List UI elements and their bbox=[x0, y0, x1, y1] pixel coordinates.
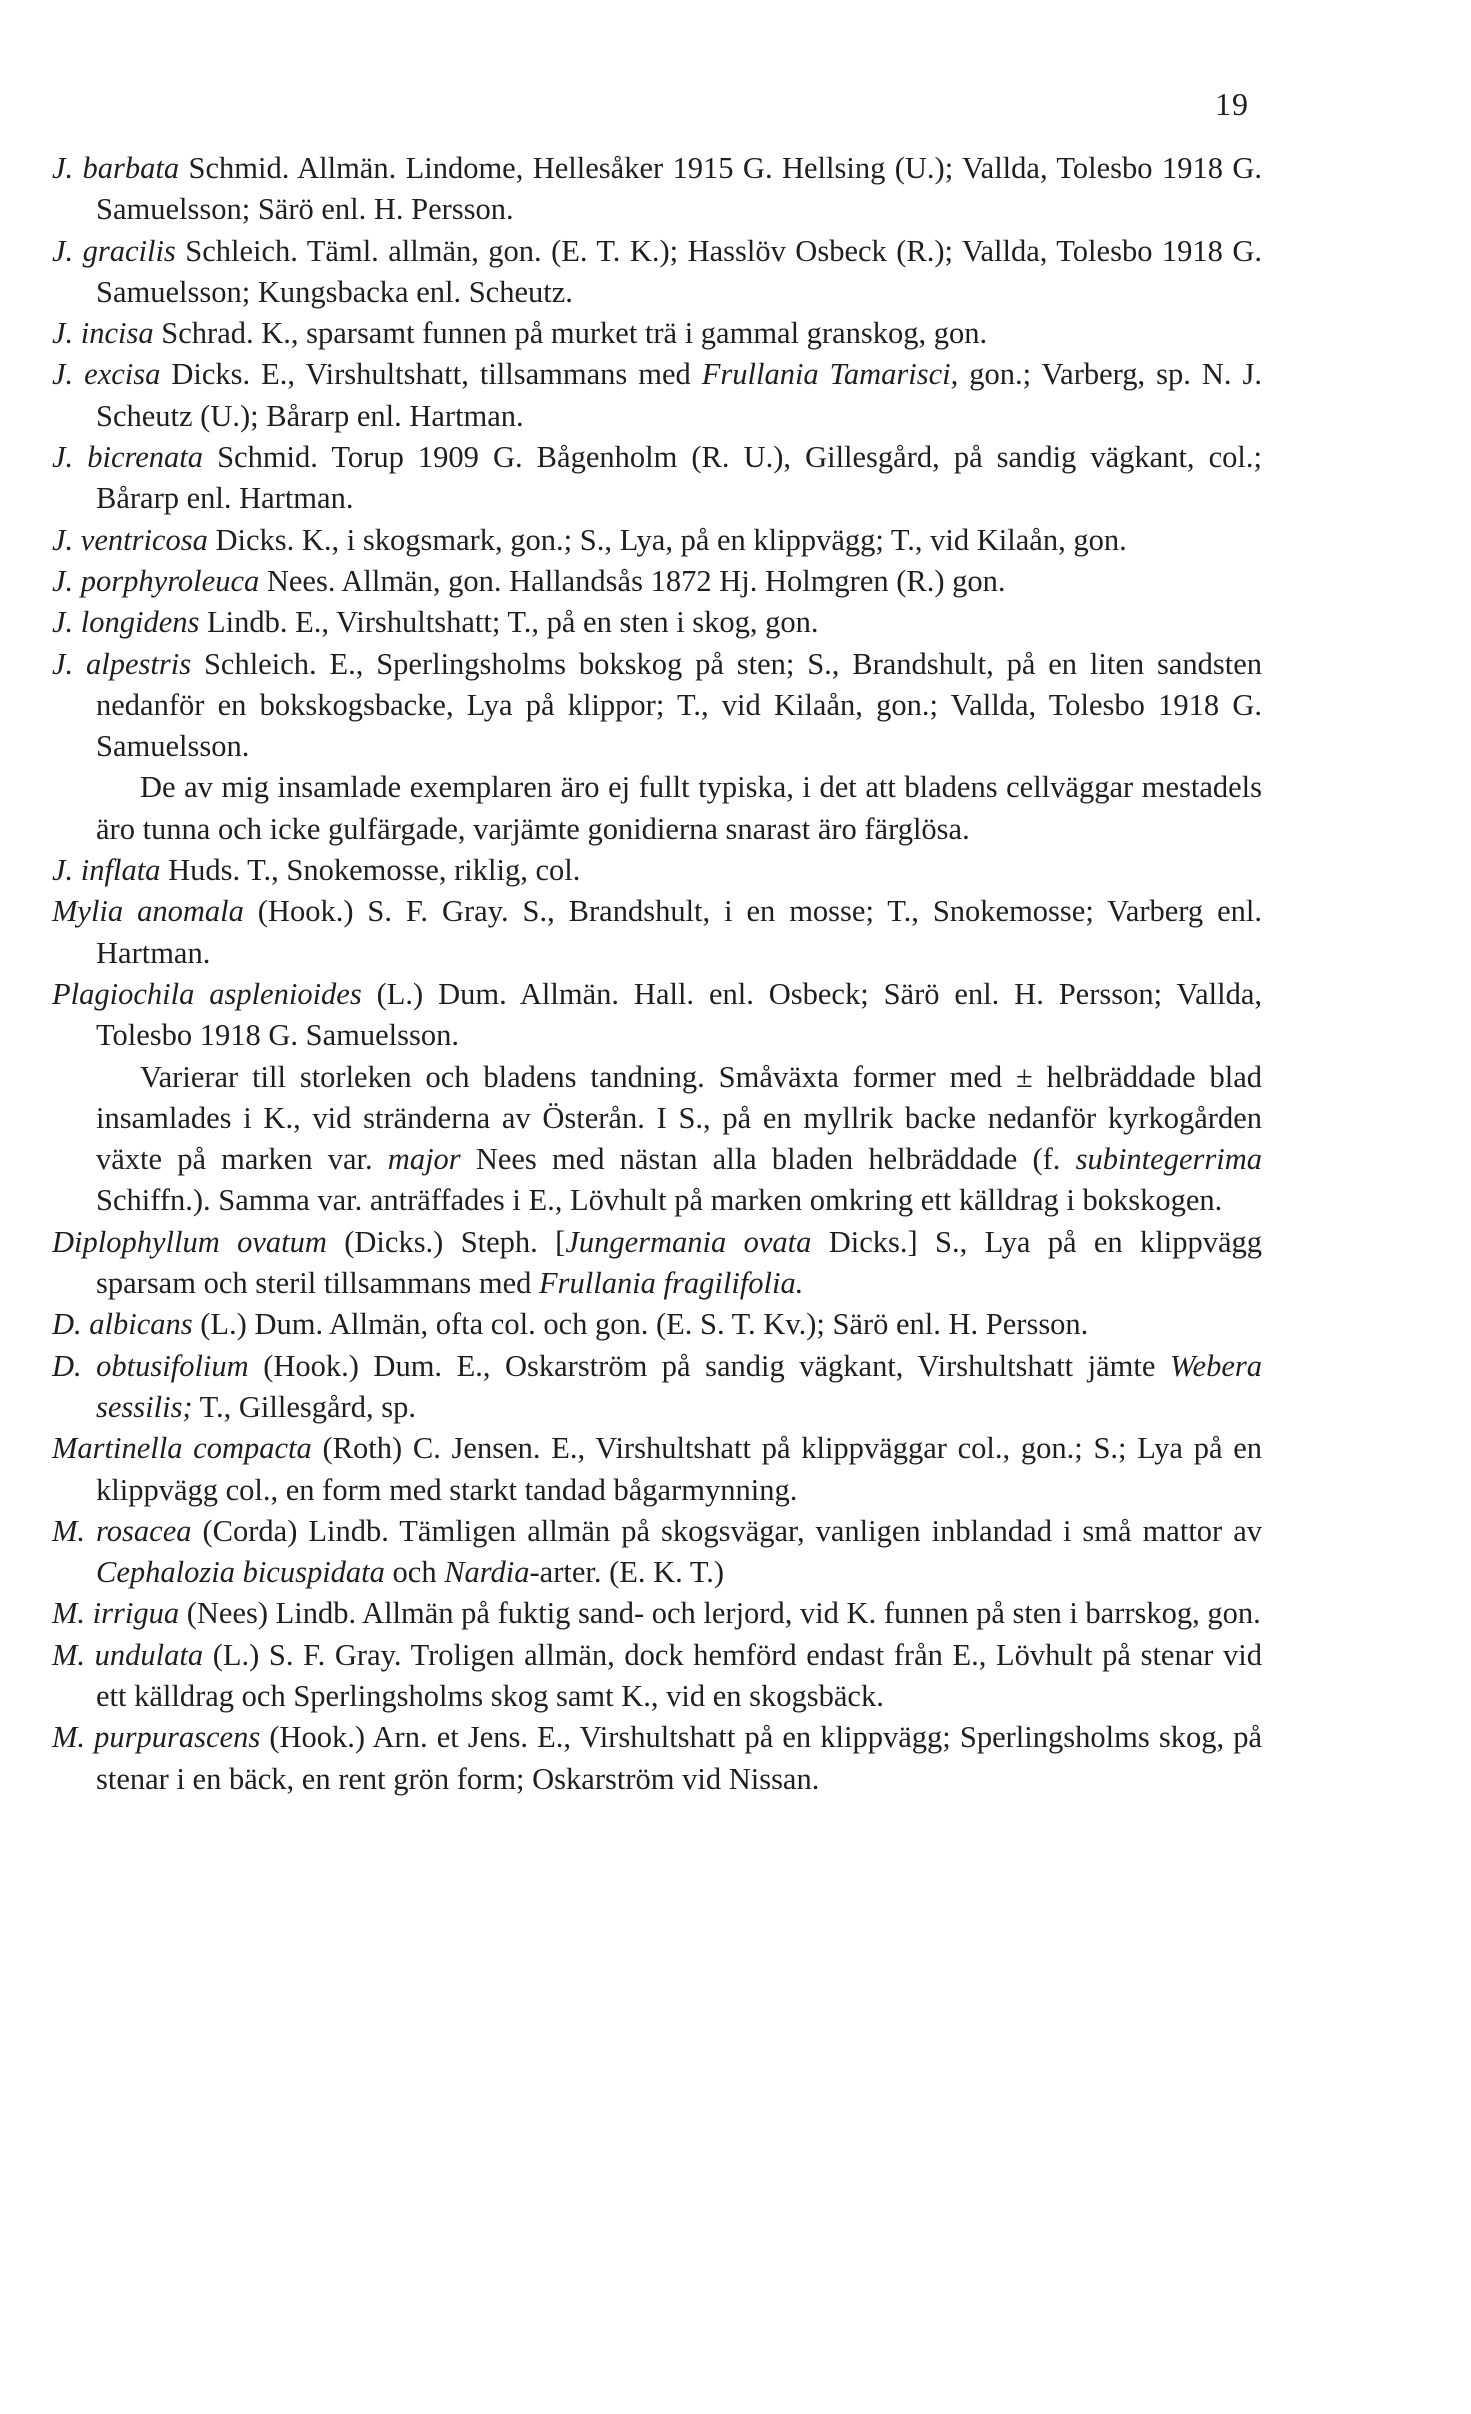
species-note: De av mig insamlade exemplaren äro ej fullt typiska, i det att bladens cellväggar mestadels äro tunna och icke gulfärgade, varjämte gonidierna snarast äro färglösa. bbox=[96, 770, 1262, 846]
list-item: D. obtusifolium (Hook.) Dum. E., Oskarström på sandig vägkant, Virshultshatt jämte Webera sessilis; T., Gillesgård, sp. bbox=[52, 1348, 1262, 1424]
species-name: J. gracilis bbox=[52, 233, 176, 268]
species-name: M. irrigua bbox=[52, 1596, 180, 1631]
variety-name: major bbox=[387, 1142, 461, 1177]
species-reference: Webera sessilis; bbox=[96, 1348, 1262, 1424]
species-name: Plagiochila asplenioides bbox=[52, 976, 362, 1011]
list-item: Mylia anomala (Hook.) S. F. Gray. S., Brandshult, i en mosse; T., Snokemosse; Varberg enl. Hartman. bbox=[52, 894, 1262, 970]
species-reference: Cephalozia bicuspidata bbox=[96, 1555, 385, 1590]
species-list bbox=[52, 148, 1262, 1800]
species-name: J. ventricosa bbox=[52, 522, 208, 557]
list-item: M. rosacea (Corda) Lindb. Tämligen allmän på skogsvägar, vanligen inblandad i små mattor av Cephalozia bicuspidata och Nardia-arter. (E. K. T.) bbox=[52, 1513, 1262, 1590]
species-name: Martinella compacta bbox=[52, 1431, 312, 1466]
list-item: M. irrigua (Nees) Lindb. Allmän på fuktig sand- och lerjord, vid K. funnen på sten i barrskog, gon. bbox=[52, 1596, 1261, 1631]
species-name: M. purpurascens bbox=[52, 1720, 261, 1755]
list-item: Diplophyllum ovatum (Dicks.) Steph. [Jungermania ovata Dicks.] S., Lya på en klippvägg sparsam och steril tillsammans med Frullania fragilifolia. bbox=[52, 1224, 1263, 1301]
list-item: M. purpurascens (Hook.) Arn. et Jens. E., Virshultshatt på en klippvägg; Sperlingsholms skog, på stenar i en bäck, en rent grön form; Oskarström vid Nissan. bbox=[52, 1720, 1262, 1796]
list-item: J. incisa Schrad. K., sparsamt funnen på murket trä i gammal granskog, gon. bbox=[52, 316, 988, 351]
species-name: J. incisa bbox=[52, 316, 154, 351]
list-item: J. bicrenata Schmid. Torup 1909 G. Bågenholm (R. U.), Gillesgård, på sandig vägkant, col.; Bårarp enl. Hartman. bbox=[52, 440, 1262, 516]
species-name: M. rosacea bbox=[52, 1513, 192, 1548]
list-item: J. gracilis Schleich. Täml. allmän, gon. (E. T. K.); Hasslöv Osbeck (R.); Vallda, Tolesbo 1918 G. Samuelsson; Kungsbacka enl. Scheutz. bbox=[52, 233, 1262, 309]
species-name: D. albicans bbox=[52, 1307, 193, 1342]
genus-reference: Nardia bbox=[444, 1555, 530, 1590]
list-item: J. ventricosa Dicks. K., i skogsmark, gon.; S., Lya, på en klippvägg; T., vid Kilaån, gon. bbox=[52, 522, 1127, 557]
page-number: 19 bbox=[1215, 86, 1249, 122]
list-item: J. alpestris Schleich. E., Sperlingsholms bokskog på sten; S., Brandshult, på en liten sandsten nedanför en bokskogsbacke, Lya på klippor; T., vid Kilaån, gon.; Vallda, Tolesbo 1918 G. Samuelsson. bbox=[52, 646, 1262, 764]
list-item: M. undulata (L.) S. F. Gray. Troligen allmän, dock hemförd endast från E., Lövhult på stenar vid ett källdrag och Sperlingsholms skog samt K., vid en skogsbäck. bbox=[52, 1637, 1262, 1713]
list-item: J. longidens Lindb. E., Virshultshatt; T., på en sten i skog, gon. bbox=[52, 605, 819, 640]
list-item: Martinella compacta (Roth) C. Jensen. E., Virshultshatt på klippväggar col., gon.; S.; Lya på en klippvägg col., en form med starkt tandad bågarmynning. bbox=[52, 1431, 1262, 1507]
species-reference: Frullania fragilifolia. bbox=[539, 1266, 804, 1301]
forma-name: subintegerrima bbox=[1075, 1142, 1262, 1177]
species-note: Varierar till storleken och bladens tandning. Småväxta former med ± helbräddade blad insamlades i K., vid stränderna av Österån. I S., på en myllrik backe nedanför kyrkogården växte på marken var. major Nees med nästan alla bladen helbräddade (f. subintegerrima Schiffn.). Samma var. anträffades i E., Lövhult på marken omkring ett källdrag i bokskogen. bbox=[96, 1059, 1262, 1218]
species-name: D. obtusifolium bbox=[52, 1348, 249, 1383]
species-name: J. alpestris bbox=[52, 646, 192, 681]
list-item: J. barbata Schmid. Allmän. Lindome, Hellesåker 1915 G. Hellsing (U.); Vallda, Tolesbo 1918 G. Samuelsson; Särö enl. H. Persson. bbox=[52, 151, 1262, 227]
species-name: J. bicrenata bbox=[52, 440, 203, 475]
species-name: M. undulata bbox=[52, 1637, 204, 1672]
species-name: J. barbata bbox=[52, 151, 180, 185]
species-reference: Frullania Tamarisci, bbox=[701, 357, 959, 392]
list-item: J. excisa Dicks. E., Virshultshatt, tillsammans med Frullania Tamarisci, gon.; Varberg, sp. N. J. Scheutz (U.); Bårarp enl. Hartman. bbox=[52, 357, 1263, 433]
species-name: J. inflata bbox=[52, 853, 161, 888]
list-item: Plagiochila asplenioides (L.) Dum. Allmän. Hall. enl. Osbeck; Särö enl. H. Persson; Vallda, Tolesbo 1918 G. Samuelsson. bbox=[52, 976, 1262, 1053]
species-name: J. longidens bbox=[52, 605, 200, 640]
list-item: D. albicans (L.) Dum. Allmän, ofta col. och gon. (E. S. T. Kv.); Särö enl. H. Persson. bbox=[52, 1307, 1089, 1342]
list-item: J. porphyroleuca Nees. Allmän, gon. Hallandsås 1872 Hj. Holmgren (R.) gon. bbox=[52, 563, 1006, 598]
list-item: J. inflata Huds. T., Snokemosse, riklig, col. bbox=[52, 853, 581, 888]
species-name: J. porphyroleuca bbox=[52, 563, 260, 598]
species-name: Mylia anomala bbox=[52, 894, 244, 929]
species-name: J. excisa bbox=[52, 357, 161, 392]
species-name: Diplophyllum ovatum bbox=[52, 1224, 327, 1259]
synonym-name: Jungermania ovata bbox=[565, 1224, 812, 1259]
